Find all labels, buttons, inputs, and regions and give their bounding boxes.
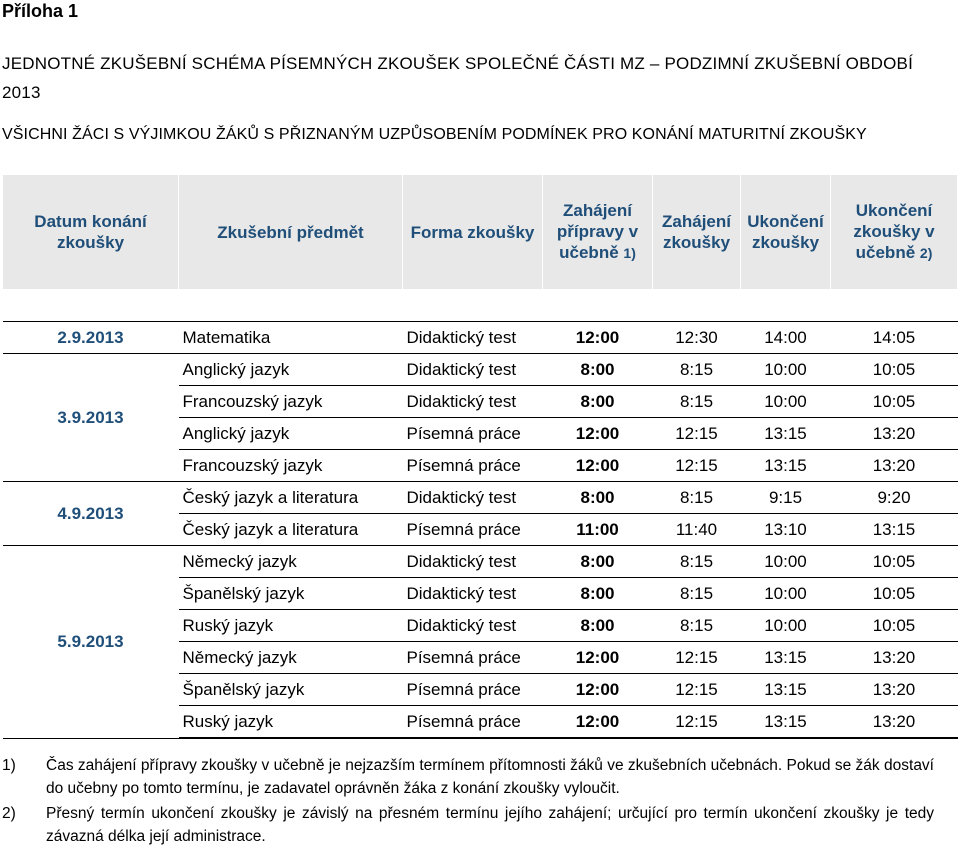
header-exam-start: Zahájení zkoušky	[653, 175, 741, 290]
exam-end-cell: 13:15	[741, 706, 831, 739]
room-end-cell: 14:05	[831, 322, 958, 354]
room-end-cell: 10:05	[831, 610, 958, 642]
prep-start-cell: 12:00	[543, 642, 653, 674]
exam-start-cell: 12:15	[653, 706, 741, 739]
prep-start-cell: 12:00	[543, 706, 653, 739]
form-cell: Didaktický test	[403, 482, 543, 514]
subject-cell: Anglický jazyk	[179, 418, 403, 450]
table-row	[3, 482, 958, 514]
exam-end-cell: 10:00	[741, 578, 831, 610]
form-cell: Didaktický test	[403, 546, 543, 578]
date-cell: 3.9.2013	[3, 354, 179, 482]
prep-start-cell: 8:00	[543, 578, 653, 610]
prep-start-cell: 12:00	[543, 418, 653, 450]
footnote-2	[2, 802, 934, 848]
room-end-cell: 13:15	[831, 514, 958, 546]
exam-end-cell: 14:00	[741, 322, 831, 354]
table-row	[3, 354, 958, 386]
header-exam-form: Forma zkoušky	[403, 175, 543, 290]
exam-end-cell: 10:00	[741, 546, 831, 578]
exam-end-cell: 13:15	[741, 674, 831, 706]
footnote-ref-2: 2)	[919, 245, 933, 261]
subject-cell: Ruský jazyk	[179, 610, 403, 642]
room-end-cell: 13:20	[831, 706, 958, 739]
form-cell: Písemná práce	[403, 674, 543, 706]
subject-cell: Ruský jazyk	[179, 706, 403, 739]
room-end-cell: 10:05	[831, 354, 958, 386]
prep-start-cell: 8:00	[543, 482, 653, 514]
form-cell: Písemná práce	[403, 514, 543, 546]
form-cell: Písemná práce	[403, 450, 543, 482]
exam-end-cell: 13:15	[741, 642, 831, 674]
subject-cell: Francouzský jazyk	[179, 386, 403, 418]
room-end-cell: 9:20	[831, 482, 958, 514]
prep-start-cell: 8:00	[543, 386, 653, 418]
form-cell: Didaktický test	[403, 610, 543, 642]
subject-cell: Anglický jazyk	[179, 354, 403, 386]
exam-start-cell: 8:15	[653, 578, 741, 610]
form-cell: Didaktický test	[403, 322, 543, 354]
exam-end-cell: 10:00	[741, 354, 831, 386]
room-end-cell: 13:20	[831, 642, 958, 674]
exam-start-cell: 12:15	[653, 450, 741, 482]
exam-end-cell: 13:15	[741, 450, 831, 482]
table-header-row	[3, 175, 958, 290]
subject-cell: Český jazyk a literatura	[179, 514, 403, 546]
exam-start-cell: 8:15	[653, 482, 741, 514]
header-exam-end: Ukončení zkoušky	[741, 175, 831, 290]
subject-cell: Německý jazyk	[179, 546, 403, 578]
form-cell: Písemná práce	[403, 706, 543, 739]
date-cell: 2.9.2013	[3, 322, 179, 354]
prep-start-cell: 8:00	[543, 610, 653, 642]
exam-end-cell: 13:15	[741, 418, 831, 450]
table-body	[3, 322, 958, 739]
room-end-cell: 10:05	[831, 578, 958, 610]
document-title: JEDNOTNÉ ZKUŠEBNÍ SCHÉMA PÍSEMNÝCH ZKOUŠEK SPOLEČNÉ ČÁSTI MZ – PODZIMNÍ ZKUŠEBNÍ OBDOBÍ 2013	[2, 54, 913, 102]
footnotes	[2, 754, 934, 848]
exam-start-cell: 8:15	[653, 354, 741, 386]
exam-start-cell: 12:15	[653, 642, 741, 674]
footnote-number: 1)	[2, 757, 16, 774]
exam-start-cell: 12:30	[653, 322, 741, 354]
footnote-text: Přesný termín ukončení zkoušky je závislý na přesném termínu jejího zahájení; určující pro termín ukončení zkoušky je tedy závazná délka její administrace.	[46, 805, 934, 845]
header-exam-date: Datum konání zkoušky	[3, 175, 179, 290]
room-end-cell: 13:20	[831, 418, 958, 450]
exam-end-cell: 13:10	[741, 514, 831, 546]
table-row	[3, 322, 958, 354]
prep-start-cell: 11:00	[543, 514, 653, 546]
exam-start-cell: 12:15	[653, 418, 741, 450]
prep-start-cell: 8:00	[543, 354, 653, 386]
exam-end-cell: 9:15	[741, 482, 831, 514]
date-cell: 4.9.2013	[3, 482, 179, 546]
subject-cell: Německý jazyk	[179, 642, 403, 674]
form-cell: Písemná práce	[403, 418, 543, 450]
footnote-ref-1: 1)	[623, 245, 636, 261]
exam-start-cell: 8:15	[653, 386, 741, 418]
room-end-cell: 10:05	[831, 386, 958, 418]
form-cell: Písemná práce	[403, 642, 543, 674]
date-cell: 5.9.2013	[3, 546, 179, 739]
subject-cell: Český jazyk a literatura	[179, 482, 403, 514]
table-row	[3, 546, 958, 578]
exam-start-cell: 12:15	[653, 674, 741, 706]
subject-cell: Španělský jazyk	[179, 674, 403, 706]
exam-start-cell: 11:40	[653, 514, 741, 546]
form-cell: Didaktický test	[403, 386, 543, 418]
prep-start-cell: 12:00	[543, 450, 653, 482]
subject-cell: Francouzský jazyk	[179, 450, 403, 482]
footnote-1	[2, 754, 934, 800]
prep-start-cell: 12:00	[543, 322, 653, 354]
exam-start-cell: 8:15	[653, 610, 741, 642]
room-end-cell: 10:05	[831, 546, 958, 578]
exam-schedule-table	[2, 174, 958, 739]
exam-end-cell: 10:00	[741, 610, 831, 642]
footnote-text: Čas zahájení přípravy zkoušky v učebně je nejzazším termínem přítomnosti žáků ve zkušebních učebnách. Pokud se žák dostaví do učebny po tomto termínu, je zadavatel oprávněn žáka z konání zkoušky vyloučit.	[46, 757, 934, 797]
prep-start-cell: 8:00	[543, 546, 653, 578]
header-subject: Zkušební předmět	[179, 175, 403, 290]
exam-start-cell: 8:15	[653, 546, 741, 578]
header-room-end: Ukončení zkoušky v učebně 2)	[831, 175, 958, 290]
room-end-cell: 13:20	[831, 450, 958, 482]
prep-start-cell: 12:00	[543, 674, 653, 706]
form-cell: Didaktický test	[403, 578, 543, 610]
subject-cell: Španělský jazyk	[179, 578, 403, 610]
header-prep-start: Zahájení přípravy v učebně 1)	[543, 175, 653, 290]
exam-end-cell: 10:00	[741, 386, 831, 418]
annex-label: Příloha 1	[2, 1, 79, 21]
room-end-cell: 13:20	[831, 674, 958, 706]
footnote-number: 2)	[2, 805, 16, 822]
subject-cell: Matematika	[179, 322, 403, 354]
form-cell: Didaktický test	[403, 354, 543, 386]
document-subtitle: VŠICHNI ŽÁCI S VÝJIMKOU ŽÁKŮ S PŘIZNANÝM UZPŮSOBENÍM PODMÍNEK PRO KONÁNÍ MATURITNÍ ZKOUŠKY	[2, 126, 867, 143]
